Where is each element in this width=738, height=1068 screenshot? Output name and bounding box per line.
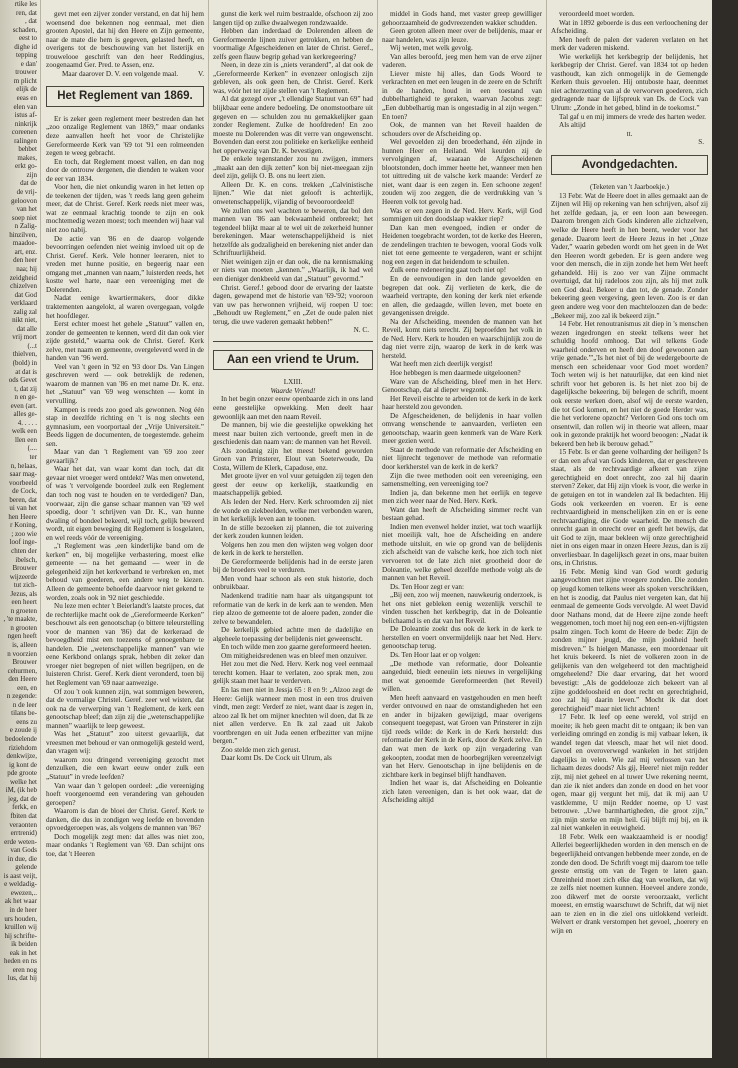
binding-fragment: in due, die	[7, 854, 37, 863]
paragraph: Van waar dan 't gelopen oordeel: „die vereeniging hoeft voorgenoemd een verandering van gehouden geroepen?	[46, 781, 204, 807]
binding-fragment: e zoude ij	[9, 726, 37, 735]
binding-fragment: , 'te maakte,	[3, 615, 37, 624]
paragraph: Waarom is dan de bloei der Christ. Geref. Kerk te danken, die dus in zondigen weg leefde en bovenden opvoedgeroepen was, als volgens de mannen van '86?	[46, 807, 204, 833]
binding-fragment: van Gods	[10, 846, 37, 855]
binding-fragment: riziehdom	[8, 743, 37, 752]
paragraph: Om mitigheidsredenen was en bleef men onzuiver.	[221, 651, 367, 660]
paragraph: Niet weinigen zijn er dan ook, die na kennismaking er niets van moeten „kennen.” „Waarlijk, ik had wel een dieniger denkbeeld van dat „Statuut” gevormd.”	[213, 257, 373, 283]
binding-fragment: eest to	[18, 34, 37, 43]
binding-fragment: elijk de	[16, 85, 37, 94]
paragraph: Alleen Dr. K. en cons. trekken „Calvinistische lijnen.” Wie dat niet gelooft is achterlijk, onwetenschappelijk, vijandig of bevooroordeeld!	[213, 180, 373, 207]
paragraph: Daar komt Ds. De Cock uit Ulrum, als	[221, 754, 332, 763]
binding-fragment: eens zu	[16, 717, 37, 726]
paragraph: Zulk eene redeneering gaat toch niet op!	[390, 266, 507, 275]
binding-fragment: ig kont de	[9, 760, 37, 769]
col4-body-1	[551, 10, 708, 130]
gutter-line-1	[208, 0, 209, 1058]
paragraph: Wij weten, met welk gevolg.	[390, 44, 473, 53]
paragraph: Doch mogelijk zegt men: dat alles was niet zoo, maar ondanks 't Reglement van '69. Dan schijnt ons toe, dat 't Heeren	[46, 832, 204, 858]
binding-fragment: eren nog	[12, 965, 37, 974]
binding-fragment: loof inge-	[9, 538, 37, 547]
paragraph: Hebben dan inderdaad de Dolerenden alleen de Gereformeerde lijnen zuiver getrokken, en hebben de voormalige Afgescheidenen en later de Christ. Geref., zelfs geen flauw begrip gehad van kerkregeering?	[213, 27, 373, 61]
binding-fragment: den heer	[13, 256, 37, 265]
binding-fragment: geloovon	[10, 196, 37, 205]
binding-fragment: de Cock,	[12, 487, 37, 496]
paragraph: Dan kan men evengoed, indien er onder de Heidenen toegebracht worden, tot de kerke des Heeren, de zendelingen trachten te bewogen, vooral Gods volk niet tot eene gemeente te vergaderen, want er schijnt nog een zegen in dat heidendom te schuilen.	[382, 223, 542, 266]
binding-fragment: 4. . . . .	[17, 418, 37, 427]
binding-fragment: vrij mort	[12, 333, 37, 342]
paragraph: Wie werkelijk het kerkbegrip der belijdenis, het kerkbegrip der Christ. Geref. van 1834 tot op heden vasthoudt, kan zich onmogelijk in de Gemengde Kerken thuis gevoelen. Hij ontuboste haar, deenmet niet achterzetting van al de verworven goederen, zich gedragende naar de lijfspreuk van Ds. de Cock van Ulrum: „Zonde in het gebed, blind in de toekomst.”	[551, 52, 708, 113]
col1-body	[46, 115, 204, 859]
binding-fragment: e dan'	[20, 59, 37, 68]
paragraph: Ware van de Afscheiding, bleef men in het Herv. Genootschap, dat al dieper wegzonk.	[382, 377, 542, 395]
binding-fragment: n en ge-	[14, 393, 37, 402]
paragraph: Want dan heeft de Afscheiding simmer recht van bestaan gehad.	[382, 505, 542, 523]
paragraph: De actie van '86 en de daarop volgende bevoorringen oefenden niet weinig invloed uit op de Christ. Geref. Kerk. Vele honner leeraren, niet to vreden met hunne positie, en begeerig naar een omgang met „mannen van naam,” luisterden reeds, het kostte wel harte, naar een vereeniging met de Dolerenden.	[46, 234, 204, 294]
binding-fragment: llen een	[15, 435, 37, 444]
binding-fragment: hen Heere	[8, 512, 37, 521]
binding-fragment: coreenen	[11, 128, 37, 137]
paragraph: En toch, dat Reglement moest vallen, en dan nog door de ontrouw dergenen, die dienden te waken voor de eer van 1834.	[46, 157, 204, 183]
paragraph: Het Reveil eischte te arbeiden tot de kerk in de kerk haar hersteld zou gevonden.	[382, 394, 542, 412]
binding-fragment: e weldadig-	[4, 880, 37, 889]
binding-fragment: is aast veijt,	[3, 871, 37, 880]
binding-fragment: ods Gevet	[8, 376, 37, 385]
paragraph: gunst die kerk wel ruim bestraalde, ofschoon zij zoo langen tijd op zulke dwaalwegen rondzwaalde.	[213, 10, 373, 27]
paragraph: Nu leze men echter 't Beierlandt's laatste proces, dat de rechterlijke macht ook de „Gereformeerde Kerken” beschouwt als een genootschap (o bittere teleurstelling voor de mannen van '86) dat de kerkeraad de bevoegdheid mist een toezeens of genoegenbare te handelen. Die „wetenschappelijke mannen” van wie eene Kerkbond onlangs sprak, hebben dit zeker dan vroeger niet begrepen of niet willen begrijpen, en de luisteren Christ. Geref. Kerk dient veronderd, toen bij het Reglement van '69 naar aanwezige.	[46, 602, 204, 688]
binding-fragment: jeg, dat de	[8, 794, 37, 803]
binding-fragment: kruillen wij	[4, 923, 37, 932]
paragraph: Staat de methode van reformatie der Afscheiding en niet lijnrecht tegenover de methode van reformatie door kerkherstel van de kerk in de kerk?	[382, 445, 542, 471]
paragraph: De Gereformeerde belijdenis had in de eerste jaren bij de broeders veel te verduren.	[213, 557, 373, 575]
paragraph: Geen groten alleen meer over de belijdenis, maar er naar handelen, was zijn leuze.	[382, 27, 542, 44]
binding-fragment: gelende	[15, 863, 37, 872]
paragraph: Waar het dat, van waar komt dan toch, dat dit gevaar niet vroeger werd ontdekt? Was men onwetend, of was 't vervolgende boordeel zulk een Reglement dan toch nog vast te houden en te verdedigen? Dan, voorwaar, zijn die ganse schaar mannen van '69 wel spoedig, door 't schrijven van Dr. K., van hunne dwaling of bondeel bekeerd, wijl toch, gelijk beweerd wordt, uit eigen beweging dit Reglement is losgelaten, en wel reeds vóór de vereeniging.	[46, 465, 204, 542]
paragraph: Zoo stelde men zich gerust.	[221, 745, 301, 754]
binding-fragment: nikt niet,	[12, 316, 37, 325]
binding-fragment: dat God	[14, 290, 37, 299]
paragraph: veroordeeld moet worden.	[559, 10, 635, 18]
binding-fragment: welke het	[9, 777, 37, 786]
binding-fragment: den Heere	[8, 675, 37, 684]
letter-number: LXIII.	[283, 378, 303, 387]
binding-fragment: zijn	[26, 170, 37, 179]
paragraph: 16 Febr. Menig kind van God wordt gedurig aangevochten met zijne vroegere zonden. Die zonden op jeugd komen telkens weer als spoken verschrikken, en het is zoodig, dat Paulus niet vergeten kan, dat hij eenmaal de gemeente Gods vervolgde. Al weet David door Nathans mond, dat de Heere zijne zonde heeft weggenomen, toch moet hij nog een een-en-vijftigsten psalm zingen. Toch komt de Heere de bede: Zijn de zonden mijner jeugd, die mijn jookheid heeft misdreven.” Is hielgen Manasse, een moordenaar uit het kruis bekeerd. Is niet de volkeren zoon in de gelijkenis van den welgeheerd tot den machtigheid omgeheelend? Die daar ervaring, dat het woord bevestigt: „Als de goddelooze zich bekeert van al zijne goddeloosheid en doet recht en gerechtigheid, zoo zal hij daarin leven.” Mocht ik dat doet gerechtigheid” maar niet licht achten!	[551, 567, 708, 713]
col1-intro-signoff	[46, 70, 204, 79]
binding-fragment: ewezen,..	[10, 888, 37, 897]
paragraph: Als leden der Ned. Herv. Kerk schroomden zij niet de wonde en ziekbeelden, welke met verbonden waren, in het kerkelijk leven aan te toonen.	[213, 497, 373, 524]
binding-fragment: eak in het	[9, 948, 37, 957]
binding-fragment: ibelsch,	[15, 555, 37, 564]
paragraph: waarom zou dringend vereeniging gezocht met denzulken, die een kwart eeuw onder zulk een „Statuut” in vrede leefden?	[46, 755, 204, 782]
paragraph: 14 Febr. Het renoutranismus zit diep in 's menschen wezen ingedrongen en steekt telkens weer het schuldig hoofd omhoog. Dat wil telkens Gode waarheid onderven en heeft den doof gewoonen aan vrije genade.”'„'Is het niet of bij de wedergeboorte de mensch een scheidenaar voor God moet worden? Toch weten wij is het natuurlijke, dat een kind niet schrift voor het geboren is. Is het niet zoo bij de dagelijksche bekeering, bij belegen de schrift, moent ook eerste werken doen, alsof wij de eerste warden, die tot God komen, en het niet de goede Herder was, die het verlorene opzocht? Verloren God ons toch om onsentwil, dan rollen wij in theorie wat alleen, maar ook in gezonde praktijk het woord beoogen: „Nadat ik bekeerd ben heb ik berouw gehad.”	[551, 320, 708, 448]
binding-fragment: in de heer	[9, 905, 37, 914]
binding-fragment: at dat is	[15, 367, 37, 376]
binding-fragment: n Zalig-	[14, 222, 37, 231]
paragraph: De Afgescheidenen, de belijdenis in haar vollen omvang wenschende te aanvaarden, verlieten een genootschap, waarin geen kenmerk van de Ware Kerk meer gezien werd.	[382, 411, 542, 446]
paragraph: Met groote ijver en vol vuur getuigden zij tegen den geest der eeuw op kerkelijk, staatkundig en maatschappelijk gebied.	[213, 472, 373, 498]
col1-intro-sign: Maar daarover D. V. een volgende maal.	[62, 69, 179, 78]
binding-fragment: chten der	[11, 547, 37, 555]
paragraph: Volgens hen zou men den wijsten weg volgen door de kerk in de kerk te herstellen.	[213, 540, 373, 558]
binding-fragment: ngen heeft	[7, 632, 37, 641]
column-2	[213, 10, 373, 1056]
binding-fragment: soep niet	[11, 213, 37, 222]
paragraph: De Doleantie zoekt dus ook de kerk in de kerk te herstellen en voert onvermijdelijk naar het Ned. Herv. genootschap terug.	[382, 625, 542, 651]
paragraph: Liever miste hij alles, dan Gods Woord te verkrachten en met een leugen in de zeere en de Schrift in de handen, houd in een toestand van dubbelhartigheid te geraken, waarvan Jacobus zegt: „Een dubbelhartig man is ongestadig in al zijn wegen.” En toen?	[382, 69, 542, 121]
binding-fragment: urs houden,	[4, 914, 37, 923]
paragraph: Zijn die twee methoden ooit een vereeniging, een samensmelting, een vereeniging toe?	[382, 471, 542, 489]
col2-body-2	[213, 395, 373, 763]
binding-margin	[0, 0, 40, 1058]
binding-fragment: even (art.	[10, 401, 37, 410]
binding-fragment: ui van het	[9, 504, 37, 513]
paragraph: Kampen is reeds zoo goed als gewonnen. Nog één stap in deezlfde richting en 't is nog slechts een gymnasium, een voorportaal der „Vrije Universiteit.” Beeds liggen de documenten, de toegestemde. geheim sen.	[46, 405, 204, 448]
salutation: Waarde Vriend!	[270, 386, 316, 395]
binding-fragment: n voorzien	[7, 649, 37, 658]
binding-fragment: de vrij-	[16, 188, 37, 197]
paragraph: Van alles beroofd, jeeg men hem van de erve zijner vaderen.	[382, 52, 542, 70]
binding-fragment: tut zich-	[13, 581, 37, 590]
paragraph: 13 Febr. Wat de Heere doet in alles gemaakt aan de Zijnen wil Hij op rekening van hen schrijven, alsof zij het zelfde gedaan, ja, er een loon aan beweegen. Daarom brengen zich Gods kinderen alle zichzelven, welke de Heere heeft in hen beent, weder voor het genade. Daarom leert de Heere Jezus in het „Onze Vader,” waarin gebeden wordt om het geen in de Wet den Heeren wordt gebeden. Er is geen andere weg voor den mensch, die in zijn zonde het hem Wet heeft gehandeld. Hij is zoo ver van Zijne ommacht overtuigd, dat hij radeloos zou zijn, als hij met zulk een God deal. Bekeer u dan tot, de genade. Zonder bekeering geen vergeving, geen leven. Zoo is er dan geen andere weg voor den machteloozen dan de bede: „Bekeer mij, zoo zal ik bekeerd zijn.”	[551, 191, 708, 320]
binding-fragment: Brouwer	[12, 658, 37, 667]
gutter-line-2	[377, 0, 378, 1058]
article-heading-reglement: Het Reglement van 1869.	[46, 86, 204, 107]
binding-fragment: voorbeeld	[9, 478, 37, 487]
binding-fragment: veraonten	[9, 820, 37, 829]
paragraph: Er is zeker geen reglement meer bestreden dan het „zoo onzalige Reglement van 1869,” maar ondanks deze aanvallen heeft het voor de Christelijke Gereformeerde Kerk van '69 tot '91 een rolmeenden zegen te weeg gebracht.	[46, 114, 204, 158]
binding-fragment: erkt go-	[15, 162, 37, 171]
paragraph: Tal gaf u en mij immers de vrede des harten weder.	[559, 112, 706, 121]
binding-fragment: alles ge-	[13, 410, 37, 419]
paragraph: De kerkelijk gebied achtte men de dadelijke en algeheele toepassing der belijdenis niet geweenscht.	[213, 626, 373, 643]
paragraph: Als zoodanig zijn het meest bekend geworden Groen van Prinsterer, Elout van Soeterwoude, Da Costa, Willem de Klerk, Capadose, enz.	[213, 446, 373, 472]
binding-fragment: , dat	[24, 17, 37, 26]
binding-fragment: behbet	[18, 145, 37, 154]
binding-fragment: makes,	[17, 153, 37, 162]
paragraph: Maar van dan 't Reglement van '69 zoo zeer gevaarlijk?	[46, 448, 204, 465]
paragraph: In de stille bezoeken zij plannen, die tot zuivering der kerk zouden kunnen leiden.	[213, 523, 373, 541]
paragraph: Het zou met die Ned. Herv. Kerk nog veel eenmaal terecht komen. Haar te verlaten, zoo sprak men, zou gelijk staan met haar te verderven.	[213, 660, 373, 686]
binding-fragment: n de leer	[12, 700, 37, 709]
col4-sign: S.	[698, 138, 704, 147]
binding-fragment: van het	[16, 205, 37, 214]
paragraph: En de eenvoudigen in den lande gevoelden en begrepen dat ook. Zij verlieten de kerk, die de waarheid vertrapte, den koning der kerk niet erkende en allen, die gedaagde, willen leven, met boete en gevangenissen dreigde.	[382, 274, 542, 318]
paragraph: Was er een zegen in de Ned. Herv. Kerk, wijl God sommigen uit den doodslaap wakker riep?	[382, 206, 542, 224]
binding-fragment: ik beiden	[11, 940, 37, 949]
article-heading-urum: Aan een vriend te Urum.	[213, 350, 373, 371]
binding-fragment: ren, dat	[16, 8, 37, 17]
page-edge-right	[712, 0, 738, 1068]
paragraph: 18 Febr. Welk een waakzaamheid is er noodig! Allerlei begeerlijkheden worden in den mensch en de begeerlijkheid ontvangen hebbende meer zonde, en de zonde den dood. De Schrift voegt mij daarom toe telle geeste ernstig om van de Tegen te laten gaan. Onreinheid moet zich elke dag van woelken, dat wij ze zelfs niet noemen kunnen. Hoeveel andere zonde, zoo dikwerf met de oorste veroorzaakt, verlicht moeest, en ernstig waarschuwt de Schrift, dat wij niet aan te zien en in die ziel ons uitlokkend verleidt. Welvert er drank verstompen het gevoel, „hoerery en wijn en	[551, 832, 708, 935]
paragraph: „Bij een, zoo wij meenen, nauwkeurig onderzoek, is het ons niet gebleken eenig wezenlijk verschil te vinden tusschen het kerkbegrip, dat in de Doleantie belichaamd is en dat van het Reveil.	[382, 591, 542, 625]
paragraph: In het begin onzer eeuw openbaarde zich in ons land eene geestelijke opwekking. Men deelt haar gewoonlijk aan met den naam Reveil.	[213, 395, 373, 421]
col4-sign-initial: tt.	[626, 129, 633, 138]
binding-fragment: elen van	[13, 102, 37, 111]
binding-fragment: lus, dat hij	[7, 974, 37, 983]
binding-fragment: welk een	[11, 427, 37, 436]
binding-fragment: een heert	[11, 598, 37, 607]
paragraph: Eerst echter moest het gehele „Statuut” vallen en, zonder de gemeenten te kennen, werd dit dan ook vier zijde gesteld,” waarna ook de Christ. Geref. Kerk zelve, met naam en gemeente, overgeleverd werd in de handen van ’96 werd.	[46, 320, 204, 363]
binding-fragment: eeas en	[16, 94, 37, 103]
binding-fragment: bedoelende	[5, 735, 37, 744]
paragraph: Veel van 't geen in '92 en '93 door Ds. Van Lingen geschreven werd — ook betreklijk de redenen, waarom de mannen van '86 en met name Dr. K. enz. het „Statuut” van '69 weg wenschten — komt in vervulling.	[46, 362, 204, 405]
paragraph: Voor hen, die niet onkundig waren in het letten op de teekenen der tijden, was 't reeds lang geen geheim meer, dat de Christ. Geref. Kerk reeds niet meer was, wat ze eenmaal krachtig toonde te zijn en ook mochtemedig wezen moest; toch meenden wij haar val niet zoo nabij.	[46, 183, 204, 235]
paragraph: Al dat gezegd over „'t ellendige Statuut van 69” had blijkbaar eene andere bedoeling. De onomstootbare uit gegeven en — schulden zou nu gemakkelijker gaan zonder Reglement. Zulke de hoofdreden! En zoo moeste nu Dolerenden was dit verre van ongewenscht. Bovenden dan eerst zou politieke en kerkelijke eenheid het opperwezig van Dr. K. bevestigen.	[213, 95, 373, 155]
col2-body-1	[213, 10, 373, 326]
binding-fragment: thielven,	[12, 350, 37, 359]
binding-fragment: Jezus, als	[10, 589, 37, 598]
binding-fragment: rtike les	[14, 0, 37, 8]
binding-fragment: hinzilven,	[9, 230, 37, 239]
binding-fragment: naa; hij	[16, 264, 37, 273]
binding-fragment: (bold) in	[12, 358, 37, 367]
paragraph: De mannen, bij wie die geestelijke opwekking het meest naar buiten zich vertoonde, greeft men in de geschiedenis dan naam van: de mannen van het Reveil.	[213, 421, 373, 447]
col4-body-2	[551, 192, 708, 936]
paragraph: Wat heeft men zich deerlijk vergist!	[390, 360, 493, 369]
binding-fragment: zalig zal	[13, 307, 37, 316]
binding-fragment: verklaard	[10, 299, 37, 308]
binding-fragment: dighe id	[14, 42, 37, 51]
binding-fragment: ralingen	[14, 136, 37, 145]
paragraph: Indien het waar is, dat Afscheiding en Doleantie zich laten vereenigen, dan is het ook waar, dat de Afscheiding altijd	[382, 779, 542, 805]
column-3	[382, 10, 542, 1056]
binding-fragment: m plicht	[13, 76, 37, 85]
binding-fragment: ferkk, en	[12, 803, 37, 812]
binding-fragment: schaden,	[12, 25, 37, 34]
binding-fragment: is, alleen	[12, 641, 37, 650]
binding-fragment: fbiten dat	[10, 811, 37, 820]
article-heading-avondgedachten: Avondgedachten.	[551, 155, 708, 176]
page-edge-bottom	[0, 1058, 712, 1068]
paragraph: Als altijd	[559, 121, 586, 130]
paragraph: Was het „Statuut” zoo uiterst gevaarlijk, dat vreesmen met behoud er van onmogelijk gesteld werd, dan vragen wij:	[46, 730, 204, 756]
paragraph: De enkele tegenstander zou nu zwijgen, immers „maakt aan den dijk zetten” kon bij niet-meegaan zijn deel zijn, gelijk O. B. ons nu leert zien.	[213, 155, 373, 181]
column-1	[46, 10, 204, 1056]
paragraph: En las men niet in Jessja 65 : 8 en 9: „Alzoo zegt de Heere: Gelijk wanneer men most in een tros druiven vindt, men zegt: Verderf ze niet, want daar is zegen in, alzoo zal Ik het om mijner knechten wil doen, dat Ik ze niet allen verderve. En Ik zal zaad uit Jakob voortbrengen en uit Juda eenen erfbezitter van mijne bergen.”	[213, 686, 373, 746]
binding-fragment: n groeten	[10, 606, 37, 615]
binding-fragment: hij schrifte-	[4, 931, 37, 940]
paragraph: Ds. Ten Hoor zegt er van:	[390, 582, 465, 591]
binding-fragment: (...t	[27, 341, 37, 350]
binding-fragment: n, helaas,	[10, 461, 37, 470]
paragraph: Wel gevoelden zij den broederhand, één zijnde in hunnen Heer en Heiland. Wel keurden zij de vervolgingen af, waaraan de Afgescheidenen blootstonden, doch immer heette het, wanneer men hen tot uittreding uit de valsche kerk maande: Verderf ze niet, want daar is een zegen in. Een schoone zegen! zouden wij zoo zeggen, die de verdrukking van 's Heeren volk tot gevolg had.	[382, 138, 542, 207]
paragraph: middel in Gods hand, met vaster greep gewilliger gehoorzaamheid de godvreezenden wakker schudden.	[382, 10, 542, 27]
paragraph: Men heeft de palen der vaderen verlaten en het merk der vaderen miskend.	[551, 35, 708, 53]
binding-fragment: chizelven	[10, 282, 37, 291]
binding-fragment: iM, (ik heb	[5, 786, 37, 795]
paragraph: En toch wilde men zoo gaarne gereformeerd heeten.	[221, 643, 372, 652]
binding-fragment: (....	[27, 444, 37, 453]
binding-fragment: n grooten	[10, 623, 37, 632]
paragraph: Nadat eenige kwartiermakers, door dikke traktementen aangelokt, al waren overgegaan, volgde het hoofdleger.	[46, 294, 204, 320]
binding-fragment: errtrenid)	[10, 829, 37, 838]
binding-fragment: dat de	[20, 179, 37, 188]
binding-fragment: saar mag-	[9, 470, 37, 479]
binding-fragment: n zegende:	[6, 692, 37, 701]
binding-fragment: ; zoo wie	[11, 529, 37, 538]
binding-fragment: tilans be-	[11, 709, 37, 718]
binding-fragment: r Koning,	[10, 521, 37, 530]
col2-sign: N. C.	[353, 326, 369, 335]
avond-subhead: (Teketen van 't Jaarboekje.)	[589, 183, 670, 192]
paragraph: Na der Afscheiding, meenden de mannen van het Reveil, komt niets terecht. Zij beproefden het volk in de Ned. Herv. Kerk te houden en waarschijnlijk zou de dag niet verre zijn, waarop de kerk in de kerk was hersteld.	[382, 317, 542, 360]
col1-intro: gevt met een zijver zonder verstand, en dat hij hem woensend doe bekennen nog eenmaal, met dien grooten Apostel, dat hij den Heere en Zijn gemeente, naar de mate die hem is gegeven, gelasted heeft, en overigens tot de beschouwing van het listerijk en trouwelooe geschrift van den heer Reddingius, zoogenaamd Ger. Pred. te Assen, enz.	[46, 10, 204, 70]
paragraph: Indien men evenwel helder inziet, wat toch waarlijk niet moeilijk valt, hoe de Afscheiding en andere methode uitsluit, en wie op grond van de belijdenis zich afscheidt van de valsche kerk, hoe zich toch niet vervoeren tot de late zich niet grootheid door de Doleantie, welke geheel dezelfde methode volgt als de mannen van het Reveil.	[382, 522, 542, 583]
binding-fragment: trouwer	[15, 68, 37, 77]
binding-fragment: heden en ns	[3, 957, 37, 966]
binding-fragment: istus af-	[14, 111, 37, 120]
binding-fragment: maadoe-	[12, 239, 37, 248]
paragraph: We zullen ons wel wachten te beweren, dat bol den mannen van '86 aan bekwaamheid ontbreekt; het tegendeel blijkt maar al te wel uit de zekerheid hunner berekeningen. Maar wetenschappelijkheid is niet hetzelfde als godzaligheid en berekening niet ander dan Schriftuurlijkheid.	[213, 206, 373, 258]
paragraph: Ook, de mannen van het Reveil haalden de schouders over de Afscheiding op.	[382, 121, 542, 138]
paragraph: Nadenkend traditie nam haar als uitgangspunt tot reformatie van de kerk in de kerk aan te wenden. Men riep alzoo de gemeente tot de aloere paden, zonder die zelve te bewandelen.	[213, 592, 373, 626]
paragraph: Men heeft aanvaard en vastgehouden en men heeft verder ontvouwd en naar de omstandigheden het een en ander in bijzaken gewijzigd, maar overigens consequent toegepast, wat Groen van Prinsterer in zijn tijd reeds wilde: de Kerk in de Kerk hersteld: dus reformatie der Kerk in de Kerk, door de Kerk zelve. En dan wat men de kerk op zijn vergadering van gekoopten, zoodat men de hoorbegrijken vereenzelvigt van het Herv. Genootschap in ijne belijdenis en de zichtbare kerk in beginsel blijft handhaven.	[382, 693, 542, 779]
binding-fragment: pde groote	[7, 769, 37, 778]
col3-body	[382, 10, 542, 805]
paragraph: 15 Febr. Is er dan geene volharding der heiligen? Is er dan een afval van Gods kinderen, dat er geschreven staat, als de rechtvaardige afkeert van zijne gerechtigheid en doet onrecht, zoo zal hij daarin sterven? Zeker, dat Hij zijn vloek is voor, die werke in de getuigen en tot in wandelen zal Ik bedachten. Hij Gods ook verkeerden en voeren. Er is eene rechtvaardigheid in menschelijken zin en er is eene rechtvaardiging, die Gode waarheid. De mensch die onrecht gaan in onrecht over en geeft het bewijs, dat uit God te zijn, maar bekleen wij onze gerechtigheid niet in ons eigen maar in onzen Heere Jezus, dan is zij onverliesbaar. In dagelijksch gezet in ons, maar buiten ons, in Christus.	[551, 448, 708, 568]
paragraph: Hoe hebbegen is men daarmede uitgeloonen?	[390, 368, 521, 377]
binding-fragment: Brouwer	[12, 564, 37, 573]
binding-fragment: dat alle	[16, 324, 37, 333]
paragraph: Men vond haar schoon als een stuk historie, doch onbruikbaar.	[213, 574, 373, 592]
gutter-line-0	[40, 0, 41, 1058]
binding-fragment: ninkrijk	[14, 119, 37, 128]
paragraph: „De methode van reformatie, door Doleantie aangeduid, biedt eeneuiin iets nieuws in vergelijking met wat genoemde Gereformeerden (het Reveil) willen.	[382, 659, 542, 694]
binding-fragment: zeidgheid	[9, 273, 37, 282]
binding-fragment: wijzeerde	[9, 572, 37, 581]
binding-fragment: denkwijze,	[6, 752, 37, 761]
paragraph: 17 Febr. Ik leef op eene wereld, vol strijd en moeite; ik heb geen macht dit te ontgaan; ik ben van verleiding omringd en zondig is mij vatbaar leken, ik wandel tegen dat vleesch, maar het wil niet dood. Gevoel en overoverwegd wankelen in het strijden dagelijks in velen. Wie zal mij verlossen van het lichaam dezes doods? Als gij, Heere! niet mijn redder zijt, mij niet geheel en al tuwer Uwe rekening neemt, dan zie ik niet anders dan zonde en dood en het voor ogen, maar gij vergunt het mij, dat ik mij aan U vastklemme, U mijn Redder noeme, op U vast betrouwe. „Uwe barmhartigheden, die groot zijn,” zijn mijn sterke en mijn heil. Gij blijft mij bij, en ik zal niet wankelen in eeuwigheid.	[551, 713, 708, 833]
binding-fragment: beren, dat	[9, 495, 37, 504]
binding-fragment: erde weten-	[4, 837, 37, 846]
paragraph: Christ. Geref.! gebood door de ervaring der laatste dagen, gewapend met de historie van '69-'92; vooroon van uw pas herwonnen vrijheid, wij roepen U toe: „Behoudt uw Reglement,” en „Zet de oude palen niet terug, die uwe vaderen gemaakt hebben!”	[213, 283, 373, 326]
paragraph: Wat in 1892 geboerde is dus een verloochening der Afscheiding.	[551, 18, 708, 36]
binding-fragment: een, en	[17, 683, 37, 692]
binding-fragment: cehurmen,	[7, 666, 37, 675]
col1-intro-sign-letter: V.	[197, 69, 204, 78]
binding-fragment: art, enz.	[14, 247, 37, 256]
paragraph: Neen, in deze zin is „niets veranderd”, al dat ook de „Gereformeerde Kerken” in evenzeer onlogisch zijn gebleven, als ook geen hen, de Christ. Geref. Kerk was, vóór het ter zijde stellen van 't Reglement.	[213, 61, 373, 95]
paragraph: Indien ja, dan bekenne men het eerlijk en tegeve men zich weer naar de Ned. Herv. Kerk.	[382, 488, 542, 506]
binding-fragment: tepping	[16, 51, 37, 60]
col2-rule	[213, 341, 373, 342]
paragraph: Of zou 't ook kunnen zijn, wat sommigen beweren, dat de vormalige Christel. Geref. zeer wel wisten, dat ook na de verwerping van 't Reglement, de kerk een genootschap bleef; dan zijn zij die „wetenschappelijke mannen” waarlijk te leep geweest.	[46, 687, 204, 730]
paragraph: „'t Reglement was ‚een kinderlijke band om de kerken” en, bij mogelijke verbastering, moest elke gemeente — na het gemaand — weer in de gelegenheid zijn het kerkverband te verbreken en, met behoud van goederen, een andere weg te kiezen. Alleen de gemeente behoefde daarvoor niet gekend te worden, zoals ook in '92 niet geschiedde.	[46, 542, 204, 602]
paragraph: Ds. Ten Hoor laat er op volgen:	[390, 651, 481, 660]
gutter-line-3	[546, 0, 547, 1058]
binding-fragment: ter	[29, 452, 37, 461]
column-4	[551, 10, 708, 1056]
binding-fragment: ak het waar	[4, 897, 37, 906]
binding-fragment: t, dat zij	[14, 384, 37, 393]
